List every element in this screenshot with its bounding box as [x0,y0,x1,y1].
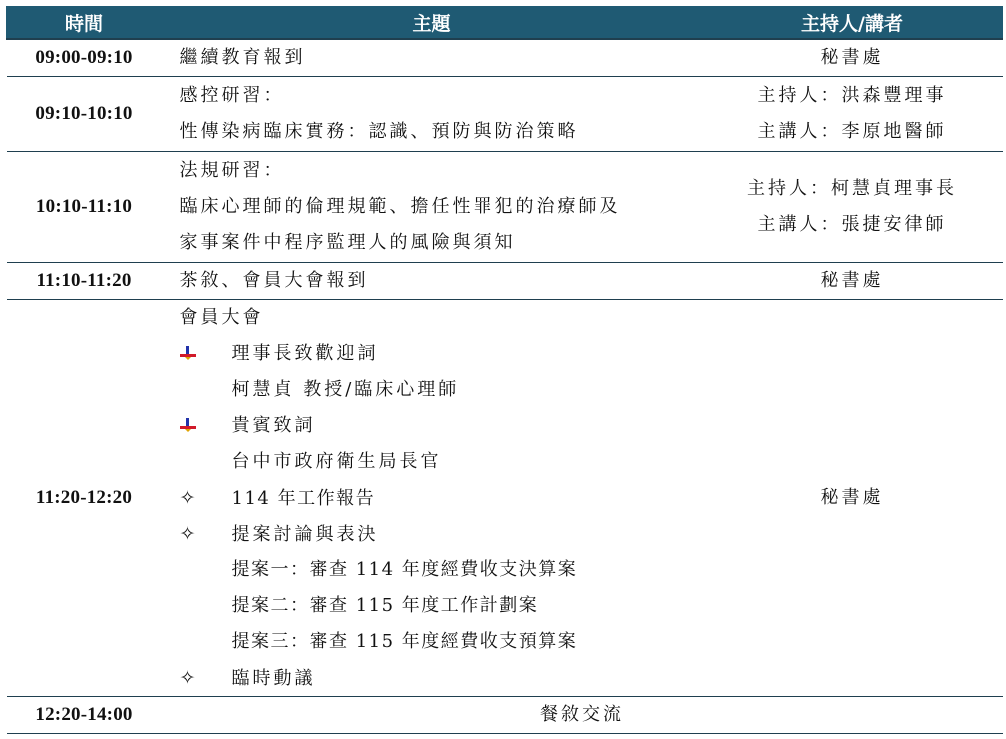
row-merged [162,697,1003,734]
agenda-item-text: 提案三：審查 115 年度經費收支預算案 [231,631,578,652]
agenda-item-text: 理事長致歡迎詞 [231,343,379,364]
host-line: 秘書處 [820,47,884,68]
row-time: 09:00-09:10 [7,39,162,77]
host-line: 主持人：洪森豐理事 [757,85,947,106]
row-host [702,263,1003,300]
arrow-bullet-icon [180,408,232,444]
agenda-item [180,480,702,516]
header-time: 時間 [7,7,162,40]
agenda-item-text: 貴賓致詞 [231,415,316,436]
row-host [702,300,1003,697]
agenda-item [180,408,702,444]
host-line: 秘書處 [820,487,884,508]
agenda-item-text: 臨時動議 [231,668,316,689]
row-time: 10:10-11:10 [7,152,162,263]
diamond-bullet-icon: ✧ [179,667,199,689]
agenda-item [180,624,702,660]
agenda-item [180,552,702,588]
agenda-item-text: 提案討論與表決 [231,524,379,545]
topic-line: 性傳染病臨床實務：認識、預防與防治策略 [179,121,579,142]
topic-line: 繼續教育報到 [179,47,306,68]
row-topic [162,77,702,152]
row-host [702,39,1003,77]
row-topic [162,263,702,300]
table-row [7,697,1003,734]
row-topic [162,152,702,263]
agenda-item-text: 柯慧貞 教授/臨床心理師 [231,379,460,400]
table-row [7,39,1003,77]
agenda-item-text: 114 年工作報告 [231,488,376,509]
topic-line: 會員大會 [179,307,264,328]
header-topic: 主題 [162,7,702,40]
agenda-item-text: 提案一：審查 114 年度經費收支決算案 [231,559,578,580]
host-line: 主持人：柯慧貞理事長 [747,178,957,199]
row-time: 12:20-14:00 [7,697,162,734]
topic-line: 法規研習： [179,160,285,181]
row-topic [162,39,702,77]
row-host [702,77,1003,152]
agenda-item [180,516,702,552]
agenda-item-text: 提案二：審查 115 年度工作計劃案 [231,595,539,616]
agenda-list [180,336,702,696]
row-topic [162,300,702,697]
row-time: 11:20-12:20 [7,300,162,697]
table-row [7,263,1003,300]
row-time: 09:10-10:10 [7,77,162,152]
table-row [7,152,1003,263]
agenda-item [180,660,702,696]
diamond-bullet-icon: ✧ [179,523,199,545]
topic-line: 感控研習： [179,85,285,106]
topic-line: 茶敘、會員大會報到 [179,270,369,291]
header-row [7,7,1003,40]
table-row [7,77,1003,152]
host-line: 主講人：張捷安律師 [757,214,947,235]
agenda-item [180,336,702,372]
host-line: 主講人：李原地醫師 [757,121,947,142]
agenda-item-text: 台中市政府衛生局長官 [231,451,442,472]
arrow-bullet-icon [180,336,232,372]
agenda-item [180,372,702,408]
table-row [7,300,1003,697]
schedule-table [6,6,1003,734]
topic-line: 家事案件中程序監理人的風險與須知 [179,232,516,253]
agenda-item [180,444,702,480]
topic-line: 臨床心理師的倫理規範、擔任性罪犯的治療師及 [179,196,621,217]
row-host [702,152,1003,263]
merged-line: 餐敘交流 [540,704,624,725]
header-host: 主持人/講者 [702,7,1003,40]
host-line: 秘書處 [820,270,884,291]
schedule-table-wrapper [6,6,1002,734]
diamond-bullet-icon: ✧ [179,487,197,509]
row-time: 11:10-11:20 [7,263,162,300]
agenda-item [180,588,702,624]
